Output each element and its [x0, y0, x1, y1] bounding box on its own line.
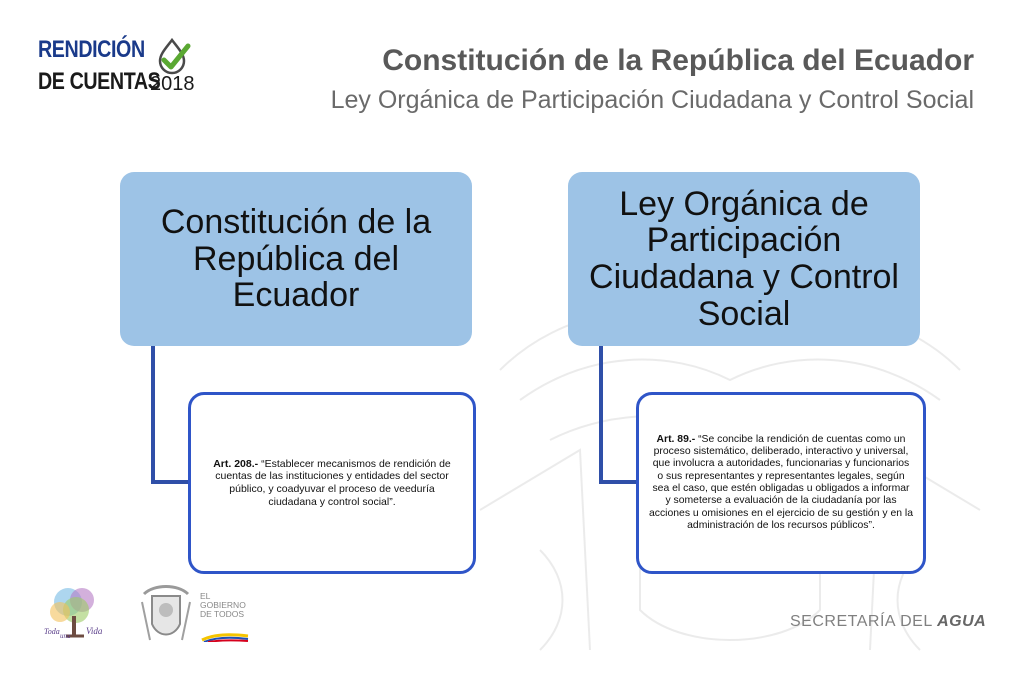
constitution-heading-box [120, 172, 472, 346]
law-heading-box [568, 172, 920, 346]
ecuador-shield-icon [136, 582, 196, 644]
gob-line1: EL [200, 591, 211, 601]
article-208-label: Art. 208.- [213, 457, 259, 470]
gob-line3: DE TODOS [200, 608, 245, 619]
rendicion-cuentas-logo [38, 36, 198, 106]
article-89-content [649, 434, 913, 532]
secretaria-del-agua-logo [790, 613, 986, 631]
page-title: Constitución de la República del Ecuador [382, 44, 974, 77]
article-89-box [636, 392, 926, 574]
tree-text-3: Vida [86, 626, 103, 636]
logo-year: 2018 [150, 73, 195, 95]
right-connector [596, 344, 640, 486]
constitution-heading: Constitución de la República del Ecuador [160, 202, 432, 315]
article-208-content [207, 458, 457, 508]
page-subtitle: Ley Orgánica de Participación Ciudadana y Control Social [330, 86, 974, 114]
secretaria-text: SECRETARÍA DEL [790, 613, 938, 630]
tree-text-2: una [60, 632, 71, 640]
article-208-box [188, 392, 476, 574]
agua-text: AGUA [937, 613, 987, 630]
checkmark-drop-icon [152, 36, 192, 76]
logo-line1: RENDICIÓN [38, 36, 145, 63]
article-208-text: “Establecer mecanismos de rendición de cuentas de las instituciones y entidades del sector público, y coadyuvar el proceso de veeduría ciudadana y control social”. [215, 457, 451, 508]
left-connector [148, 344, 192, 486]
tree-text-1: Toda [44, 627, 60, 636]
article-89-label: Art. 89.- [656, 433, 696, 445]
flag-stripe-icon [200, 632, 250, 642]
toda-una-vida-logo [38, 582, 112, 640]
law-heading: Ley Orgánica de Participación Ciudadana y Control Social [589, 184, 899, 333]
logo-line2: DE CUENTAS [38, 68, 161, 95]
article-89-text: “Se concibe la rendición de cuentas como un proceso sistemático, deliberado, interactivo y universal, que involucra a autoridades, funcionarias y funcionarios o sus representantes y representantes legales, según sea el caso, que estén obligadas u obligados a informar y someterse a evaluación de la ciudadanía por las acciones u omisiones en el ejercicio de su gestión y en la administración de los recursos públicos”. [649, 433, 913, 531]
gobierno-de-todos-text [200, 592, 270, 619]
gob-line2: GOBIERNO [200, 599, 246, 610]
